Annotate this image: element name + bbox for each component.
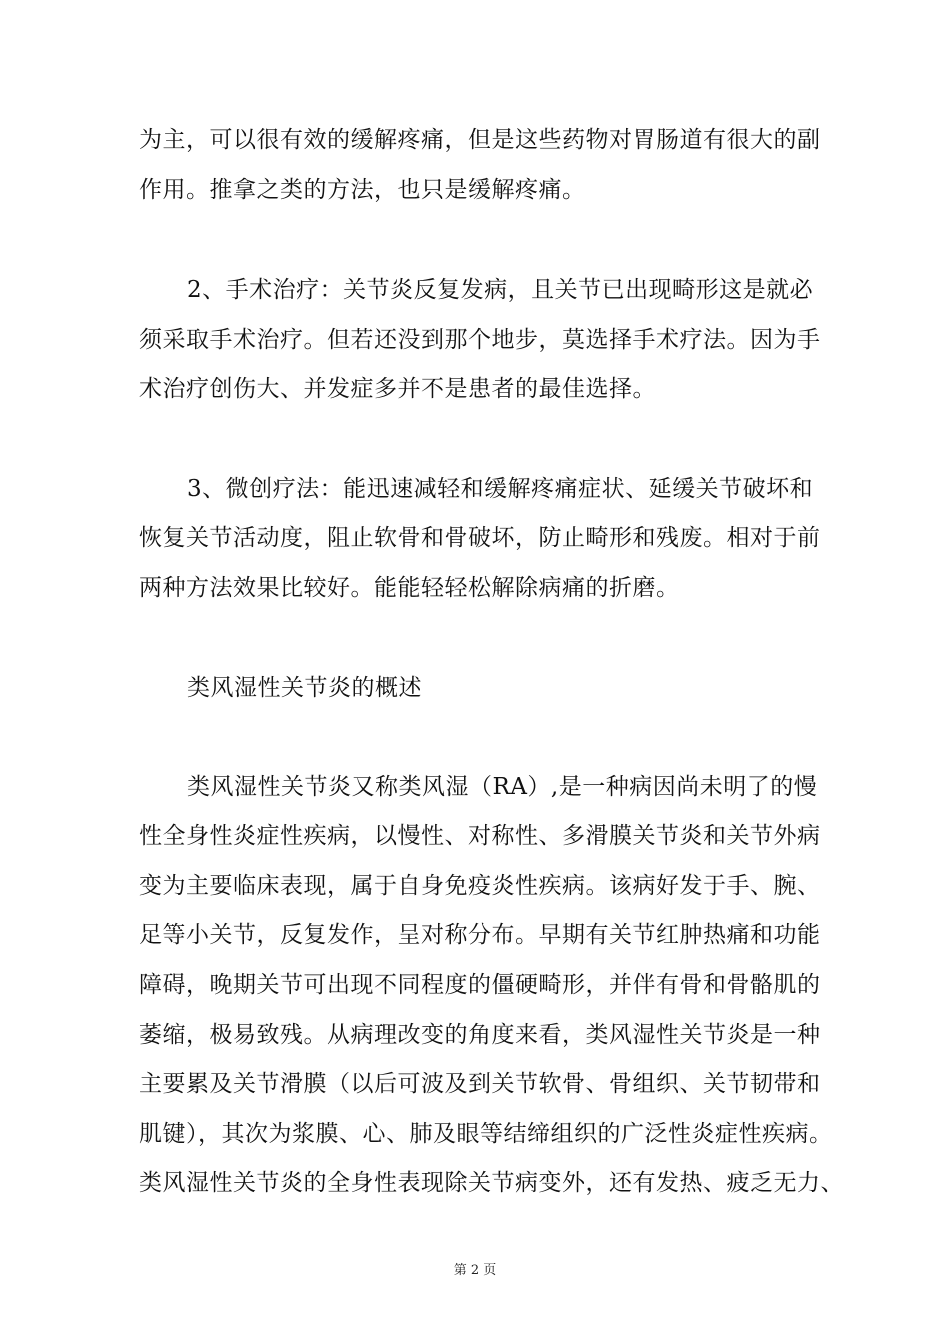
paragraph-line: 变为主要临床表现，属于自身免疫炎性疾病。该病好发于手、腕、 — [139, 873, 821, 899]
paragraph-line: 肌键），其次为浆膜、心、肺及眼等结缔组织的广泛性炎症性疾病。 — [139, 1121, 833, 1147]
paragraph-line: 2、手术治疗：关节炎反复发病，且关节已出现畸形这是就必 — [187, 277, 814, 303]
paragraph-line: 两种方法效果比较好。能能轻轻松解除病痛的折磨。 — [139, 575, 680, 601]
paragraph-line: 障碍，晚期关节可出现不同程度的僵硬畸形，并伴有骨和骨骼肌的 — [139, 972, 821, 998]
paragraph-line: 3、微创疗法：能迅速减轻和缓解疼痛症状、延缓关节破坏和 — [187, 476, 814, 502]
paragraph-line: 为主，可以很有效的缓解疼痛，但是这些药物对胃肠道有很大的副 — [139, 127, 821, 153]
paragraph-line: 恢复关节活动度，阻止软骨和骨破坏，防止畸形和残废。相对于前 — [139, 525, 821, 551]
page-number: 第 2 页 — [453, 1263, 497, 1278]
paragraph-line: 类风湿性关节炎又称类风湿（RA）,是一种病因尚未明了的慢 — [187, 774, 818, 800]
paragraph-line: 足等小关节，反复发作，呈对称分布。早期有关节红肿热痛和功能 — [139, 922, 821, 948]
paragraph-line: 须采取手术治疗。但若还没到那个地步，莫选择手术疗法。因为手 — [139, 327, 821, 353]
paragraph-line: 主要累及关节滑膜（以后可波及到关节软骨、骨组织、关节韧带和 — [139, 1071, 821, 1097]
paragraph-line: 术治疗创伤大、并发症多并不是患者的最佳选择。 — [139, 376, 656, 402]
section-heading: 类风湿性关节炎的概述 — [187, 675, 422, 701]
paragraph-line: 性全身性炎症性疾病，以慢性、对称性、多滑膜关节炎和关节外病 — [139, 823, 821, 849]
paragraph-line: 作用。推拿之类的方法，也只是缓解疼痛。 — [139, 177, 586, 203]
paragraph-line: 类风湿性关节炎的全身性表现除关节病变外，还有发热、疲乏无力、 — [139, 1170, 844, 1196]
paragraph-line: 萎缩，极易致残。从病理改变的角度来看，类风湿性关节炎是一种 — [139, 1022, 821, 1048]
